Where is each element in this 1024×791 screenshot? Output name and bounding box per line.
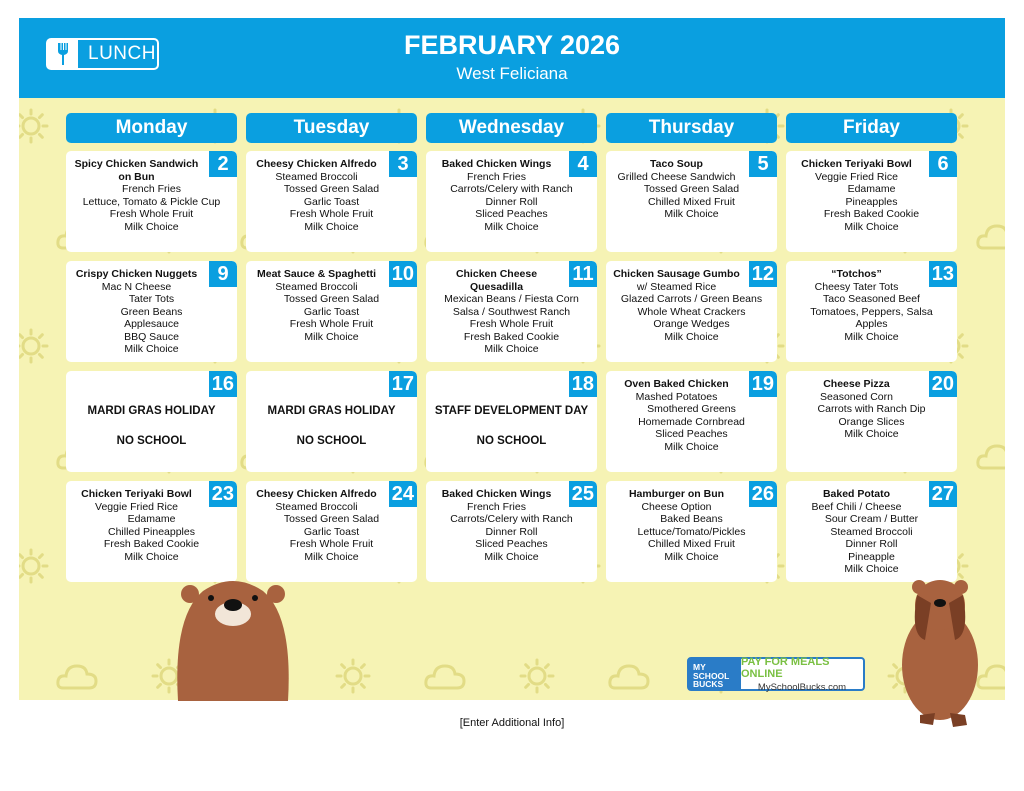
menu-item: Tater Tots	[128, 293, 175, 305]
day-cell	[66, 371, 237, 472]
menu-item: Applesauce	[124, 318, 179, 330]
menu-item: Milk Choice	[484, 343, 539, 355]
date-badge: 4	[569, 151, 597, 177]
header-banner	[19, 18, 1005, 98]
menu-item: Dinner Roll	[485, 195, 538, 208]
day-cell	[426, 481, 597, 582]
menu-item: Veggie Fried Rice	[95, 500, 178, 513]
entree: Cheese Pizza	[823, 378, 890, 390]
menu-item: Grilled Cheese Sandwich	[617, 170, 736, 183]
menu-item: Garlic Toast	[303, 195, 360, 208]
entree: Baked Chicken Wings	[441, 488, 552, 500]
date-badge: 3	[389, 151, 417, 177]
menu-item: Tomatoes, Peppers, Salsa	[810, 305, 933, 318]
menu-item: Fresh Whole Fruit	[289, 538, 374, 550]
cloud-icon	[423, 658, 467, 694]
menu-item: Milk Choice	[844, 330, 899, 343]
date-badge: 25	[569, 481, 597, 507]
date-badge: 12	[749, 261, 777, 287]
menu-item: Fresh Baked Cookie	[823, 208, 920, 220]
date-badge: 19	[749, 371, 777, 397]
menu-item: Edamame	[847, 183, 896, 195]
day-cell	[426, 371, 597, 472]
menu-item: Milk Choice	[124, 550, 179, 563]
date-badge: 20	[929, 371, 957, 397]
day-cell	[426, 151, 597, 252]
day-cell	[66, 261, 237, 362]
menu-item: Garlic Toast	[303, 525, 360, 538]
menu-item: Milk Choice	[124, 343, 179, 355]
day-header-thursday: Thursday	[606, 113, 777, 143]
holiday-text: MARDI GRAS HOLIDAY	[267, 405, 396, 417]
menu-item: Chilled Mixed Fruit	[648, 195, 735, 208]
menu-item: Cheese Option	[641, 500, 712, 513]
menu-item: Milk Choice	[664, 208, 719, 220]
day-header-friday: Friday	[786, 113, 957, 143]
menu-item: Fresh Baked Cookie	[463, 330, 560, 343]
menu-item: French Fries	[467, 170, 526, 183]
menu-item: Milk Choice	[664, 440, 719, 453]
menu-item: Pineapples	[845, 195, 898, 208]
menu-item: Glazed Carrots / Green Beans	[620, 293, 763, 305]
day-header-monday: Monday	[66, 113, 237, 143]
sun-icon	[331, 658, 375, 694]
entree: Oven Baked Chicken	[624, 378, 729, 390]
sun-icon	[19, 548, 53, 584]
menu-item: Beef Chili / Cheese	[811, 500, 902, 513]
date-badge: 9	[209, 261, 237, 287]
menu-item: Carrots/Celery with Ranch	[450, 183, 573, 195]
day-cell	[786, 261, 957, 362]
menu-item: Milk Choice	[304, 220, 359, 233]
sun-icon	[515, 658, 559, 694]
additional-info: [Enter Additional Info]	[459, 717, 565, 729]
holiday-text: NO SCHOOL	[476, 435, 547, 447]
date-badge: 24	[389, 481, 417, 507]
cloud-icon	[975, 218, 1005, 254]
menu-item: Apples	[855, 318, 888, 330]
menu-item: Chilled Pineapples	[108, 525, 195, 538]
date-badge: 16	[209, 371, 237, 397]
menu-item: Baked Beans	[660, 513, 723, 525]
menu-item: BBQ Sauce	[124, 330, 179, 343]
entree: Cheesy Chicken Alfredo	[256, 488, 377, 500]
menu-item: Homemade Cornbread	[638, 415, 745, 428]
day-cell	[246, 261, 417, 362]
entree: Crispy Chicken Nuggets	[75, 268, 198, 280]
day-cell	[606, 151, 777, 252]
menu-item: Milk Choice	[484, 220, 539, 233]
page-subtitle: West Feliciana	[456, 64, 568, 83]
menu-item: Milk Choice	[484, 550, 539, 563]
day-cell	[606, 261, 777, 362]
sun-icon	[19, 328, 53, 364]
menu-item: Seasoned Corn	[820, 390, 893, 403]
entree: Chicken Sausage Gumbo	[613, 268, 740, 280]
day-cell	[606, 371, 777, 472]
menu-item: Green Beans	[120, 305, 183, 318]
cloud-icon	[55, 658, 99, 694]
menu-item: Milk Choice	[304, 550, 359, 563]
menu-item: Sour Cream / Butter	[824, 513, 919, 525]
date-badge: 17	[389, 371, 417, 397]
menu-item: French Fries	[122, 183, 181, 195]
menu-item: Milk Choice	[844, 563, 899, 575]
menu-item: Mac N Cheese	[101, 280, 172, 293]
menu-item: Steamed Broccoli	[830, 525, 913, 538]
day-cell	[426, 261, 597, 362]
menu-item: Orange Slices	[838, 415, 905, 428]
menu-item: Garlic Toast	[303, 305, 360, 318]
day-cell	[606, 481, 777, 582]
date-badge: 18	[569, 371, 597, 397]
menu-item: Milk Choice	[124, 220, 179, 233]
day-header-tuesday: Tuesday	[246, 113, 417, 143]
day-header-wednesday: Wednesday	[426, 113, 597, 143]
holiday-text: MARDI GRAS HOLIDAY	[87, 405, 216, 417]
holiday-text: STAFF DEVELOPMENT DAY	[434, 405, 589, 417]
menu-item: Orange Wedges	[653, 318, 730, 330]
menu-item: Tossed Green Salad	[643, 183, 740, 195]
entree: Spicy Chicken Sandwich on Bun	[74, 158, 199, 183]
menu-item: Lettuce, Tomato & Pickle Cup	[82, 195, 221, 208]
menu-item: Fresh Whole Fruit	[469, 318, 554, 330]
logo-text: LUNCH	[88, 43, 156, 64]
day-cell	[246, 151, 417, 252]
menu-item: Cheesy Tater Tots	[814, 280, 899, 293]
menu-item: Mashed Potatoes	[635, 390, 718, 403]
date-badge: 23	[209, 481, 237, 507]
entree: “Totchos”	[831, 268, 882, 280]
menu-item: Carrots with Ranch Dip	[817, 403, 926, 415]
day-cell	[786, 151, 957, 252]
entree: Chicken Teriyaki Bowl	[81, 488, 192, 500]
badge-tagline: PAY FOR MEALS ONLINE	[741, 655, 830, 680]
menu-item: Taco Seasoned Beef	[823, 293, 920, 305]
menu-item: Pineapple	[848, 550, 895, 563]
entree: Chicken Teriyaki Bowl	[801, 158, 912, 170]
date-badge: 6	[929, 151, 957, 177]
menu-item: Milk Choice	[664, 550, 719, 563]
holiday-text: NO SCHOOL	[116, 435, 187, 447]
menu-item: Steamed Broccoli	[275, 170, 358, 183]
date-badge: 2	[209, 151, 237, 177]
menu-item: Fresh Baked Cookie	[103, 538, 200, 550]
menu-item: Lettuce/Tomato/Pickles	[637, 525, 746, 538]
menu-item: Mexican Beans / Fiesta Corn	[444, 293, 579, 305]
entree: Baked Potato	[822, 488, 891, 500]
page-title: FEBRUARY 2026	[403, 30, 621, 60]
menu-item: Fresh Whole Fruit	[289, 208, 374, 220]
menu-item: Tossed Green Salad	[283, 513, 380, 525]
menu-item: Steamed Broccoli	[275, 500, 358, 513]
menu-item: Edamame	[127, 513, 176, 525]
menu-item: Sliced Peaches	[475, 538, 548, 550]
cloud-icon	[975, 438, 1005, 474]
badge-url[interactable]: MySchoolBucks.com	[757, 681, 847, 693]
date-badge: 10	[389, 261, 417, 287]
groundhog-right	[895, 575, 985, 730]
menu-item: Smothered Greens	[647, 403, 736, 415]
entree: Chicken Cheese Quesadilla	[455, 268, 538, 293]
date-badge: 13	[929, 261, 957, 287]
sun-icon	[19, 108, 53, 144]
date-badge: 11	[569, 261, 597, 287]
cloud-icon	[607, 658, 651, 694]
menu-item: Steamed Broccoli	[275, 280, 358, 293]
entree: Cheesy Chicken Alfredo	[256, 158, 377, 170]
myschoolbucks-badge[interactable]	[687, 657, 865, 691]
menu-item: Salsa / Southwest Ranch	[452, 305, 571, 318]
entree: Meat Sauce & Spaghetti	[256, 268, 377, 280]
menu-item: Fresh Whole Fruit	[109, 208, 194, 220]
day-cell	[66, 481, 237, 582]
entree: Hamburger on Bun	[628, 488, 725, 500]
date-badge: 27	[929, 481, 957, 507]
menu-item: w/ Steamed Rice	[636, 280, 717, 293]
menu-item: French Fries	[467, 500, 526, 513]
menu-item: Dinner Roll	[485, 525, 538, 538]
menu-item: Carrots/Celery with Ranch	[450, 513, 573, 525]
entree: Baked Chicken Wings	[441, 158, 552, 170]
myschoolbucks-logo: MY SCHOOL BUCKS	[689, 659, 741, 689]
day-cell	[246, 371, 417, 472]
menu-item: Milk Choice	[664, 330, 719, 343]
menu-item: Milk Choice	[844, 428, 899, 440]
menu-item: Veggie Fried Rice	[815, 170, 898, 183]
day-cell	[786, 481, 957, 582]
menu-item: Dinner Roll	[845, 538, 898, 550]
menu-item: Milk Choice	[304, 330, 359, 343]
holiday-text: NO SCHOOL	[296, 435, 367, 447]
menu-item: Chilled Mixed Fruit	[648, 538, 735, 550]
day-cell	[66, 151, 237, 252]
menu-item: Milk Choice	[844, 220, 899, 233]
menu-item: Sliced Peaches	[475, 208, 548, 220]
day-cell	[246, 481, 417, 582]
entree: Taco Soup	[650, 158, 703, 170]
menu-item: Sliced Peaches	[655, 428, 728, 440]
menu-item: Fresh Whole Fruit	[289, 318, 374, 330]
menu-item: Tossed Green Salad	[283, 293, 380, 305]
day-cell	[786, 371, 957, 472]
menu-item: Tossed Green Salad	[283, 183, 380, 195]
date-badge: 5	[749, 151, 777, 177]
menu-item: Whole Wheat Crackers	[637, 305, 746, 318]
groundhog-left	[168, 576, 298, 701]
date-badge: 26	[749, 481, 777, 507]
